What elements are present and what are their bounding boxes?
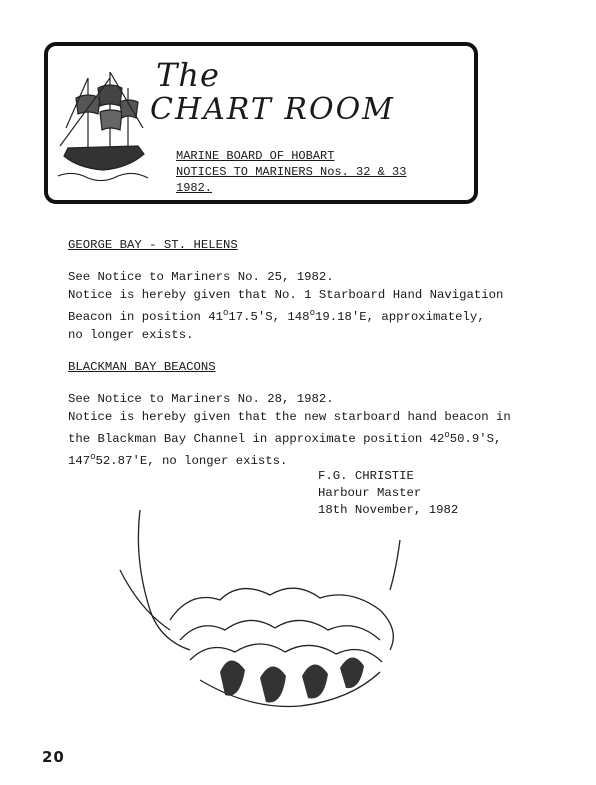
notice-line: 147$^o$52.87'E, no longer exists.	[68, 452, 288, 469]
giant-clam-illustration	[100, 500, 420, 730]
notice-paragraph-2	[68, 390, 568, 470]
signature-title: Harbour Master	[318, 486, 422, 500]
subheading-line-3: 1982.	[176, 181, 213, 195]
notice-line: Beacon in position 41$^o$17.5'S, 148$^o$19.18'E, approximately,	[68, 308, 485, 325]
page-number: 20	[42, 748, 65, 766]
header-subheading	[176, 148, 406, 196]
section-heading-blackman-bay: BLACKMAN BAY BEACONS	[68, 360, 216, 375]
notice-line: Notice is hereby given that No. 1 Starboard Hand Navigation	[68, 288, 504, 302]
notice-line: no longer exists.	[68, 328, 194, 343]
section-heading-george-bay: GEORGE BAY - ST. HELENS	[68, 238, 238, 252]
signature-name: F.G. CHRISTIE	[318, 469, 414, 483]
notice-body	[68, 236, 568, 470]
signature-date: 18th November, 1982	[318, 503, 459, 517]
subheading-line-2: NOTICES TO MARINERS Nos. 32 & 33	[176, 165, 407, 179]
notice-line: See Notice to Mariners No. 25, 1982.	[68, 270, 334, 284]
title-chart-room: CHART ROOM	[150, 92, 395, 127]
title-the: The	[156, 56, 220, 94]
notice-line: See Notice to Mariners No. 28, 1982.	[68, 392, 334, 407]
header-box	[44, 42, 478, 204]
subheading-line-1: MARINE BOARD OF HOBART	[176, 149, 335, 163]
sailing-ship-icon	[58, 68, 148, 188]
notice-line: the Blackman Bay Channel in approximate position 42$^o$50.9'S,	[68, 430, 502, 447]
notice-paragraph-1	[68, 268, 568, 344]
notice-line: Notice is hereby given that the new starboard hand beacon in	[68, 410, 511, 425]
